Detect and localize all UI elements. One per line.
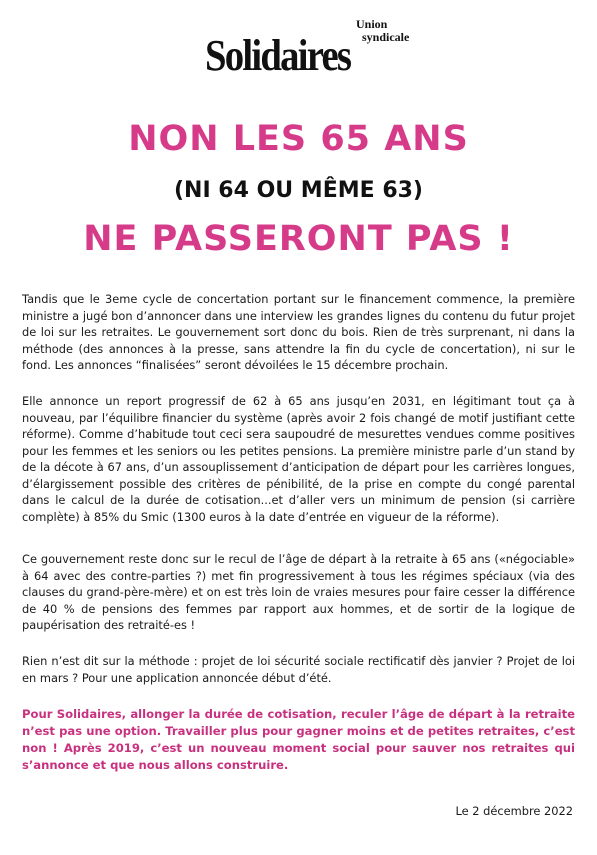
paragraph-method: Rien n’est dit sur la méthode : projet de loi sécurité sociale rectificatif dès janvier ? Projet de loi en mars ? Pour une application annoncée début d’été. [22, 654, 575, 685]
paragraph-intro: Tandis que le 3eme cycle de concertation portant sur le financement commence, la première ministre a jugé bon d’annoncer dans une interview les grandes lignes du contenu du futur projet de loi sur les retraites. Le gouvernement sort donc du bois. Rien de très surprenant, ni dans la méthode (des annonces à la presse, sans attendre la fin du cycle de concertation), ni sur le fond. Les annonces “finalisées” seront dévoilées le 15 décembre prochain. [22, 292, 575, 372]
logo-wordmark: Solidaires [205, 31, 351, 80]
logo-union: Union [356, 17, 388, 31]
logo-syndicale: syndicale [362, 30, 410, 44]
solidaires-logo [205, 16, 410, 86]
headline-line-2: (NI 64 OU MÊME 63) [174, 178, 423, 203]
paragraph-conclusion: Pour Solidaires, allonger la durée de cotisation, reculer l’âge de départ à la retraite n’est pas une option. Travailler plus pour gagner moins et de petites retraites, c’est non ! Après 2019, c’est un nouveau moment social pour sauver nos retraites qui s’annonce et que nous allons construire. [22, 707, 575, 772]
headline-line-3: NE PASSERONT PAS ! [83, 219, 514, 259]
paragraph-announcement: Elle annonce un report progressif de 62 à 65 ans jusqu’en 2031, en légitimant tout ça à nouveau, par l’équilibre financier du système (après avoir 2 fois changé de motif justifiant cette réforme). Comme d’habitude tout ceci sera saupoudré de mesurettes vendues comme positives pour les femmes et les seniors ou les petites pensions. La première ministre parle d’un stand by de la décote à 67 ans, d’un assouplissement d’anticipation de départ pour les carrières longues, d’élargissement possible des critères de pénibilité, de la prise en compte du congé parental dans le calcul de la durée de cotisation...et d’aller vers un minimum de pension (si carrière complète) à 85% du Smic (1300 euros à la date d’entrée en vigueur de la réforme). [22, 394, 575, 524]
headline-line-1: NON LES 65 ANS [128, 119, 469, 159]
logo-subtitle [356, 18, 409, 44]
document-date: Le 2 décembre 2022 [455, 804, 573, 818]
paragraph-government: Ce gouvernement reste donc sur le recul de l’âge de départ à la retraite à 65 ans («négociable» à 64 avec des contre-parties ?) met fin progressivement à tous les régimes spéciaux (via des clauses du grand-père-mère) et on est très loin de vraies mesures pour faire cesser la différence de 40 % de pensions des femmes par rapport aux hommes, et de sortir de la logique de paupérisation des retraité-es ! [22, 552, 575, 632]
